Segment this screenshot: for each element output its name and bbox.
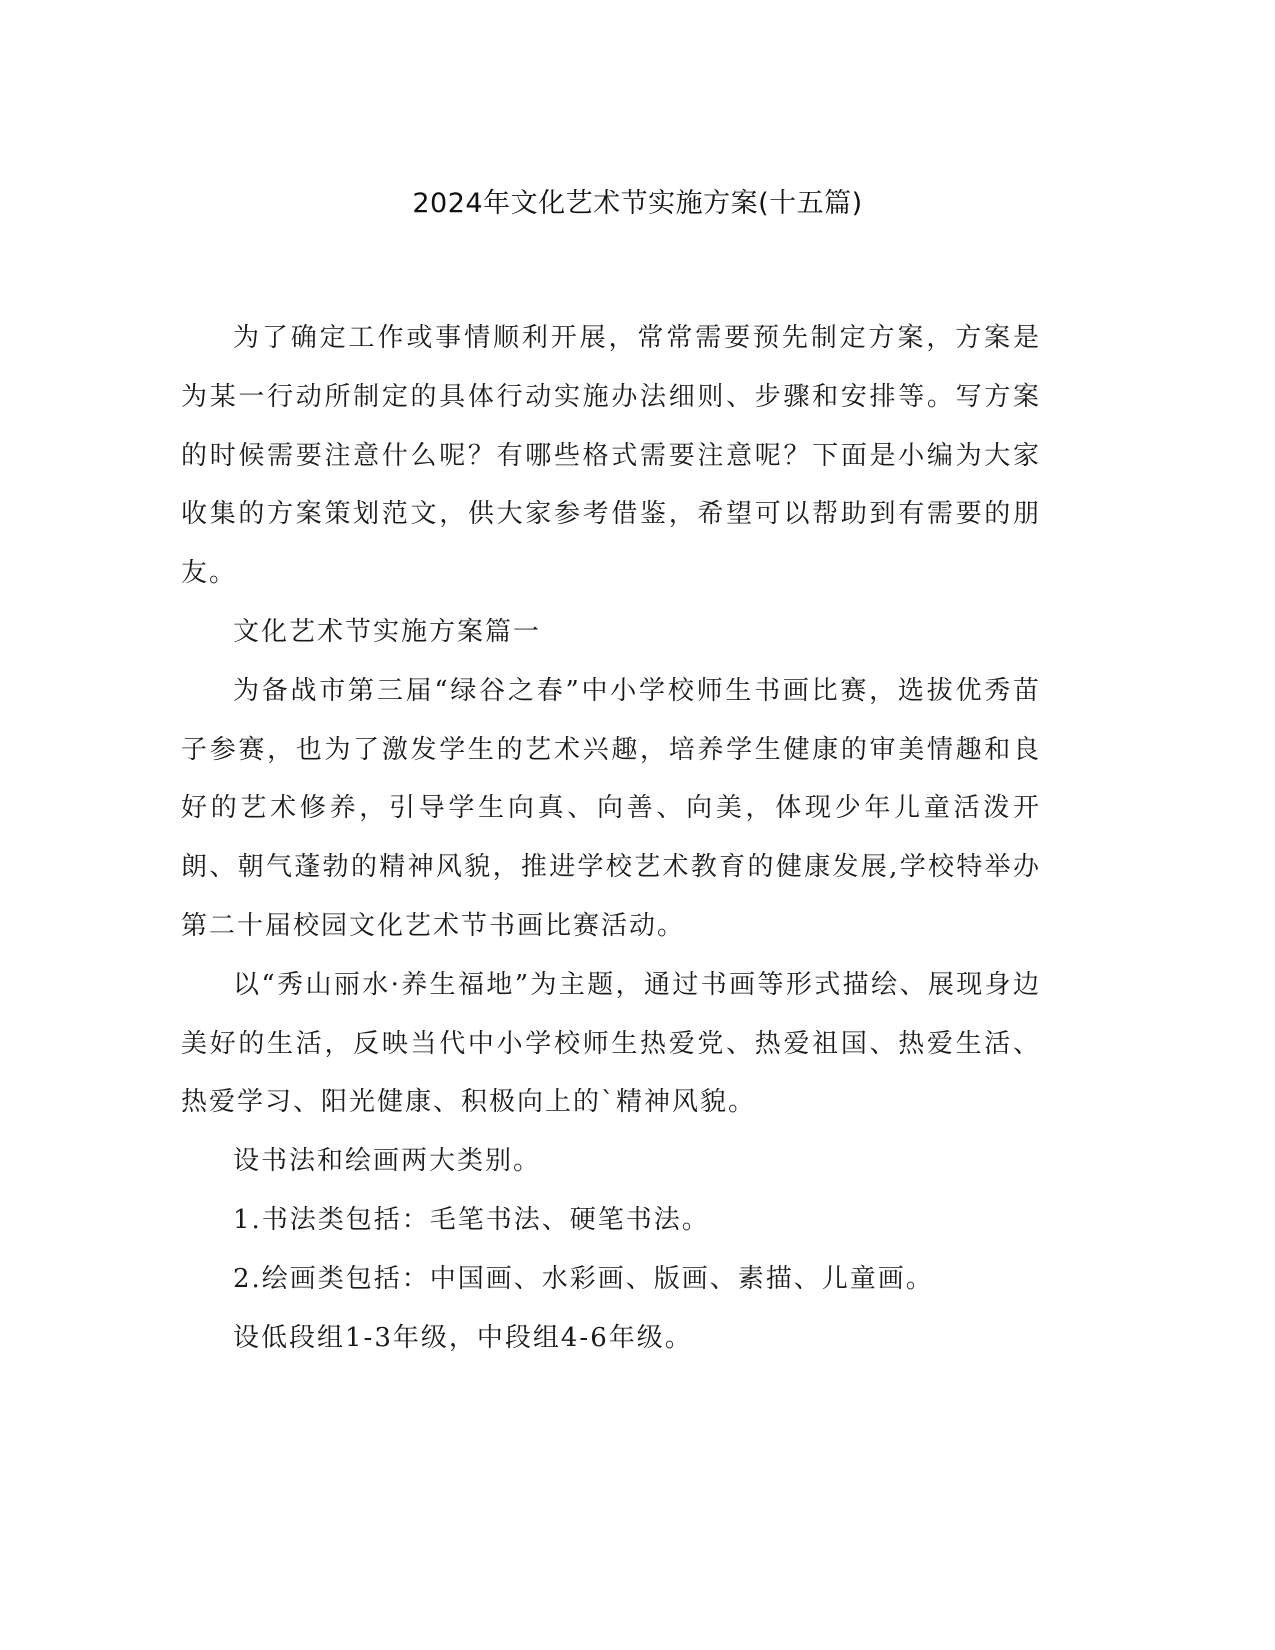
list-item: 2.绘画类包括：中国画、水彩画、版画、素描、儿童画。 xyxy=(233,1263,934,1294)
body-paragraph: 为备战市第三届“绿谷之春”中小学校师生书画比赛，选拔优秀苗子参赛，也为了激发学生的艺术兴趣，培养学生健康的审美情趣和良好的艺术修养，引导学生向真、向善、向美，体现少年儿童活泼开朗、朝气蓬勃的精神风貌，推进学校艺术教育的健康发展,学校特举办第二十届校园文化艺术节书画比赛活动。 xyxy=(181,675,1041,941)
section-heading: 文化艺术节实施方案篇一 xyxy=(233,616,542,647)
body-paragraph: 以“秀山丽水·养生福地”为主题，通过书画等形式描绘、展现身边美好的生活，反映当代中小学校师生热爱党、热爱祖国、热爱生活、热爱学习、阳光健康、积极向上的`精神风貌。 xyxy=(181,969,1041,1118)
list-item: 1.书法类包括：毛笔书法、硬笔书法。 xyxy=(233,1204,710,1235)
intro-paragraph: 为了确定工作或事情顺利开展，常常需要预先制定方案，方案是为某一行动所制定的具体行动实施办法细则、步骤和安排等。写方案的时候需要注意什么呢？有哪些格式需要注意呢？下面是小编为大家收集的方案策划范文，供大家参考借鉴，希望可以帮助到有需要的朋友。 xyxy=(181,323,1041,589)
document-title: 2024年文化艺术节实施方案(十五篇) xyxy=(412,188,863,219)
body-paragraph: 设书法和绘画两大类别。 xyxy=(233,1146,542,1177)
document-body xyxy=(181,309,1041,1367)
body-paragraph: 设低段组1-3年级，中段组4-6年级。 xyxy=(233,1322,693,1353)
